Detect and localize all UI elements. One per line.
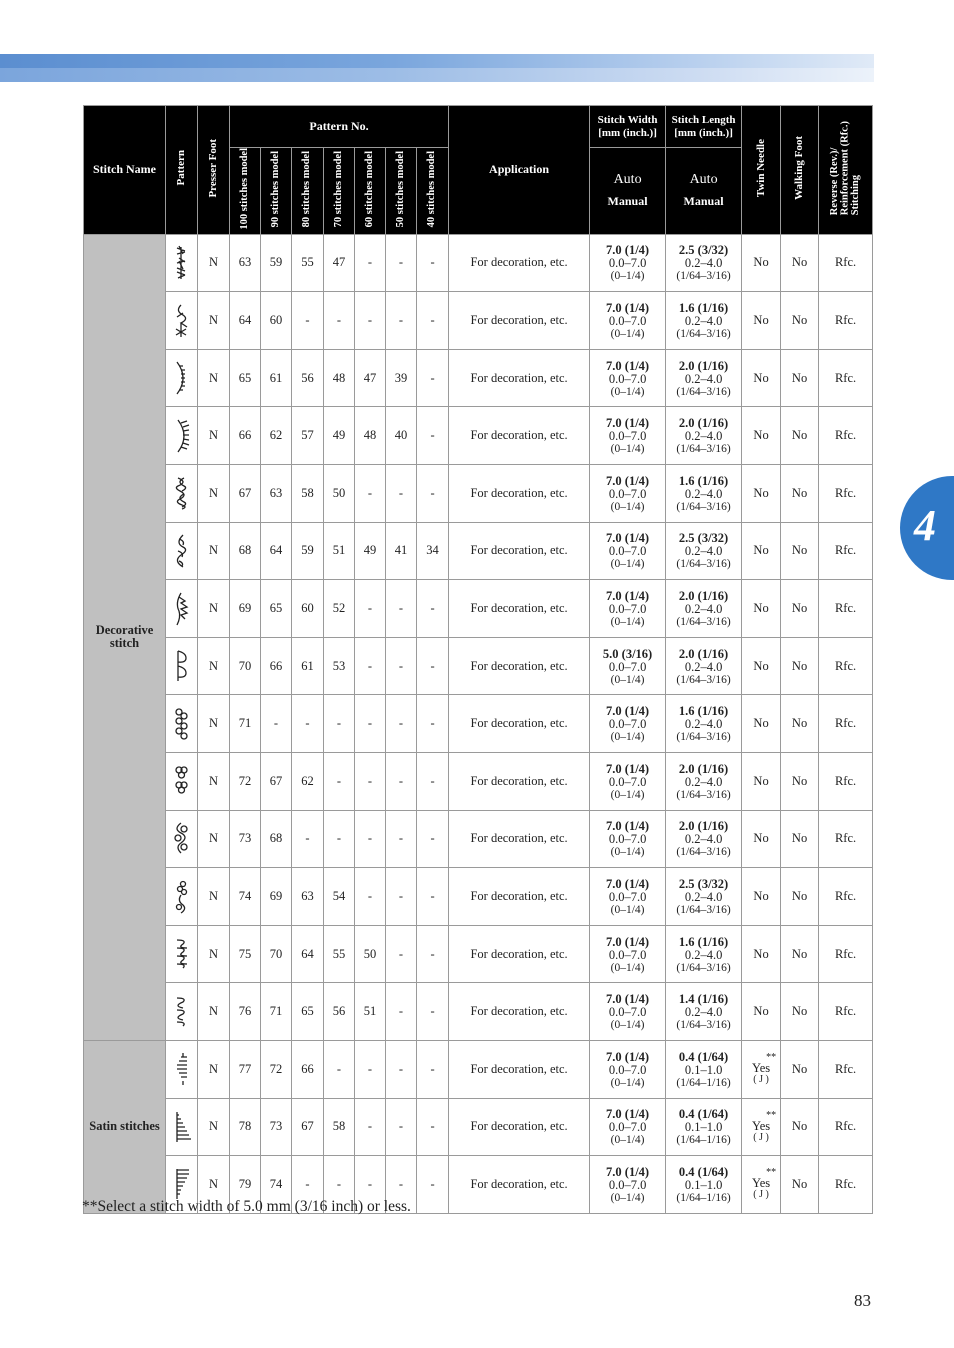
reverse-cell: Rfc. <box>819 1040 873 1098</box>
twin-needle-cell: No <box>742 580 781 638</box>
pattern-no-cell: 51 <box>324 522 355 580</box>
pattern-no-cell: - <box>417 695 449 753</box>
walking-foot-cell: No <box>781 465 819 523</box>
stitch-width-cell: 5.0 (3/16) 0.0–7.0 (0–1/4) <box>590 637 666 695</box>
reverse-cell: Rfc. <box>819 349 873 407</box>
pattern-no-cell: - <box>417 810 449 868</box>
application-cell: For decoration, etc. <box>449 234 590 292</box>
stitch-width-cell: 7.0 (1/4) 0.0–7.0 (0–1/4) <box>590 234 666 292</box>
reverse-cell: Rfc. <box>819 580 873 638</box>
reverse-cell: Rfc. <box>819 234 873 292</box>
pattern-no-cell: 50 <box>324 465 355 523</box>
presser-foot-cell: N <box>198 1040 230 1098</box>
twin-needle-cell: No <box>742 695 781 753</box>
pattern-no-cell: - <box>324 292 355 350</box>
pattern-no-cell: 66 <box>292 1040 324 1098</box>
pattern-no-cell: - <box>386 292 417 350</box>
twin-needle-cell: ** Yes ( J ) <box>742 1098 781 1156</box>
reverse-cell: Rfc. <box>819 465 873 523</box>
table-row <box>84 407 873 465</box>
stitch-pattern-74-icon <box>166 868 198 926</box>
pattern-no-cell: - <box>417 407 449 465</box>
header-model-3: 70 stitches model <box>324 148 355 235</box>
pattern-no-cell: - <box>386 580 417 638</box>
presser-foot-cell: N <box>198 349 230 407</box>
pattern-no-cell: 49 <box>324 407 355 465</box>
header-width-auto-manual: Auto Manual <box>590 148 666 235</box>
pattern-no-cell: 68 <box>261 810 292 868</box>
walking-foot-cell: No <box>781 580 819 638</box>
pattern-no-cell: - <box>355 1040 386 1098</box>
stitch-length-cell: 1.6 (1/16) 0.2–4.0 (1/64–3/16) <box>666 465 742 523</box>
walking-foot-cell: No <box>781 522 819 580</box>
category-cell: Satin stitches <box>84 1040 166 1213</box>
pattern-no-cell: - <box>417 868 449 926</box>
pattern-no-cell: 39 <box>386 349 417 407</box>
walking-foot-cell: No <box>781 234 819 292</box>
stitch-width-cell: 7.0 (1/4) 0.0–7.0 (0–1/4) <box>590 465 666 523</box>
stitch-width-cell: 7.0 (1/4) 0.0–7.0 (0–1/4) <box>590 349 666 407</box>
reverse-cell: Rfc. <box>819 1098 873 1156</box>
pattern-no-cell: 60 <box>292 580 324 638</box>
walking-foot-cell: No <box>781 925 819 983</box>
pattern-no-cell: 47 <box>355 349 386 407</box>
table-row <box>84 695 873 753</box>
pattern-no-cell: - <box>417 580 449 638</box>
pattern-no-cell: 64 <box>230 292 261 350</box>
pattern-no-cell: - <box>292 1156 324 1214</box>
pattern-no-cell: - <box>324 753 355 811</box>
stitch-pattern-63-icon <box>166 234 198 292</box>
pattern-no-cell: - <box>261 695 292 753</box>
stitch-pattern-67-icon <box>166 465 198 523</box>
chapter-number: 4 <box>914 501 936 550</box>
pattern-no-cell: 57 <box>292 407 324 465</box>
pattern-no-cell: 72 <box>230 753 261 811</box>
pattern-no-cell: 74 <box>261 1156 292 1214</box>
table-row <box>84 868 873 926</box>
presser-foot-cell: N <box>198 1156 230 1214</box>
stitch-pattern-64-icon <box>166 292 198 350</box>
pattern-no-cell: - <box>417 753 449 811</box>
pattern-no-cell: 63 <box>261 465 292 523</box>
presser-foot-cell: N <box>198 292 230 350</box>
walking-foot-cell: No <box>781 983 819 1041</box>
stitch-pattern-68-icon <box>166 522 198 580</box>
chapter-tab <box>900 476 954 580</box>
stitch-length-cell: 2.0 (1/16) 0.2–4.0 (1/64–3/16) <box>666 810 742 868</box>
header-twin-needle: Twin Needle <box>742 106 781 235</box>
header-presser-foot: Presser Foot <box>198 106 230 235</box>
stitch-length-cell: 0.4 (1/64) 0.1–1.0 (1/64–1/16) <box>666 1040 742 1098</box>
twin-needle-cell: No <box>742 522 781 580</box>
twin-needle-cell: No <box>742 407 781 465</box>
application-cell: For decoration, etc. <box>449 580 590 638</box>
pattern-no-cell: - <box>324 810 355 868</box>
pattern-no-cell: 56 <box>324 983 355 1041</box>
pattern-no-cell: - <box>355 868 386 926</box>
twin-needle-cell: No <box>742 868 781 926</box>
twin-needle-cell: No <box>742 465 781 523</box>
stitch-width-cell: 7.0 (1/4) 0.0–7.0 (0–1/4) <box>590 925 666 983</box>
presser-foot-cell: N <box>198 983 230 1041</box>
pattern-no-cell: 66 <box>261 637 292 695</box>
stitch-pattern-65-icon <box>166 349 198 407</box>
walking-foot-cell: No <box>781 407 819 465</box>
page-number: 83 <box>854 1291 871 1310</box>
walking-foot-cell: No <box>781 868 819 926</box>
header-application: Application <box>449 106 590 235</box>
pattern-no-cell: 48 <box>355 407 386 465</box>
twin-needle-cell: No <box>742 983 781 1041</box>
pattern-no-cell: 73 <box>230 810 261 868</box>
pattern-no-cell: 79 <box>230 1156 261 1214</box>
stitch-width-cell: 7.0 (1/4) 0.0–7.0 (0–1/4) <box>590 522 666 580</box>
pattern-no-cell: 47 <box>324 234 355 292</box>
reverse-cell: Rfc. <box>819 810 873 868</box>
pattern-no-cell: 59 <box>292 522 324 580</box>
footnote: **Select a stitch width of 5.0 mm (3/16 inch) or less. <box>82 1198 411 1215</box>
pattern-no-cell: 56 <box>292 349 324 407</box>
pattern-no-cell: - <box>292 810 324 868</box>
application-cell: For decoration, etc. <box>449 1040 590 1098</box>
pattern-no-cell: 59 <box>261 234 292 292</box>
twin-needle-cell: No <box>742 753 781 811</box>
pattern-no-cell: - <box>386 1156 417 1214</box>
pattern-no-cell: - <box>386 637 417 695</box>
pattern-no-cell: 75 <box>230 925 261 983</box>
stitch-pattern-70-icon <box>166 637 198 695</box>
application-cell: For decoration, etc. <box>449 810 590 868</box>
pattern-no-cell: - <box>386 465 417 523</box>
stitch-settings-table <box>83 105 873 1214</box>
pattern-no-cell: 53 <box>324 637 355 695</box>
stitch-pattern-76-icon <box>166 983 198 1041</box>
presser-foot-cell: N <box>198 465 230 523</box>
stitch-length-cell: 1.6 (1/16) 0.2–4.0 (1/64–3/16) <box>666 292 742 350</box>
stitch-length-cell: 2.5 (3/32) 0.2–4.0 (1/64–3/16) <box>666 234 742 292</box>
pattern-no-cell: 65 <box>230 349 261 407</box>
header-stitch-length: Stitch Length [mm (inch.)] <box>666 106 742 148</box>
stitch-width-cell: 7.0 (1/4) 0.0–7.0 (0–1/4) <box>590 1098 666 1156</box>
pattern-no-cell: 78 <box>230 1098 261 1156</box>
pattern-no-cell: 55 <box>324 925 355 983</box>
walking-foot-cell: No <box>781 695 819 753</box>
application-cell: For decoration, etc. <box>449 753 590 811</box>
pattern-no-cell: 40 <box>386 407 417 465</box>
reverse-cell: Rfc. <box>819 407 873 465</box>
reverse-cell: Rfc. <box>819 695 873 753</box>
pattern-no-cell: 71 <box>261 983 292 1041</box>
walking-foot-cell: No <box>781 1098 819 1156</box>
stitch-pattern-77-icon <box>166 1040 198 1098</box>
twin-needle-cell: No <box>742 292 781 350</box>
pattern-no-cell: 34 <box>417 522 449 580</box>
pattern-no-cell: 64 <box>292 925 324 983</box>
stitch-pattern-75-icon <box>166 925 198 983</box>
twin-needle-cell: No <box>742 637 781 695</box>
pattern-no-cell: - <box>324 695 355 753</box>
pattern-no-cell: - <box>417 925 449 983</box>
reverse-cell: Rfc. <box>819 292 873 350</box>
stitch-width-cell: 7.0 (1/4) 0.0–7.0 (0–1/4) <box>590 407 666 465</box>
pattern-no-cell: 71 <box>230 695 261 753</box>
reverse-cell: Rfc. <box>819 637 873 695</box>
pattern-no-cell: - <box>417 465 449 523</box>
twin-needle-cell: ** Yes ( J ) <box>742 1156 781 1214</box>
header-stitch-name: Stitch Name <box>84 106 166 235</box>
pattern-no-cell: - <box>355 1098 386 1156</box>
stitch-width-cell: 7.0 (1/4) 0.0–7.0 (0–1/4) <box>590 868 666 926</box>
stitch-length-cell: 1.6 (1/16) 0.2–4.0 (1/64–3/16) <box>666 695 742 753</box>
pattern-no-cell: 70 <box>230 637 261 695</box>
pattern-no-cell: 73 <box>261 1098 292 1156</box>
pattern-no-cell: 50 <box>355 925 386 983</box>
presser-foot-cell: N <box>198 695 230 753</box>
presser-foot-cell: N <box>198 522 230 580</box>
pattern-no-cell: 58 <box>292 465 324 523</box>
pattern-no-cell: 68 <box>230 522 261 580</box>
pattern-no-cell: 48 <box>324 349 355 407</box>
pattern-no-cell: 55 <box>292 234 324 292</box>
reverse-cell: Rfc. <box>819 1156 873 1214</box>
presser-foot-cell: N <box>198 407 230 465</box>
stitch-width-cell: 7.0 (1/4) 0.0–7.0 (0–1/4) <box>590 292 666 350</box>
table-row <box>84 1040 873 1098</box>
stitch-width-cell: 7.0 (1/4) 0.0–7.0 (0–1/4) <box>590 1040 666 1098</box>
walking-foot-cell: No <box>781 1156 819 1214</box>
table-row <box>84 580 873 638</box>
table-row <box>84 234 873 292</box>
header-color-band-bottom <box>0 68 874 82</box>
pattern-no-cell: - <box>292 695 324 753</box>
reverse-cell: Rfc. <box>819 868 873 926</box>
pattern-no-cell: 66 <box>230 407 261 465</box>
pattern-no-cell: 49 <box>355 522 386 580</box>
pattern-no-cell: - <box>386 868 417 926</box>
pattern-no-cell: 67 <box>230 465 261 523</box>
pattern-no-cell: 62 <box>261 407 292 465</box>
header-model-2: 80 stitches model <box>292 148 324 235</box>
header-length-auto-manual: Auto Manual <box>666 148 742 235</box>
pattern-no-cell: 62 <box>292 753 324 811</box>
stitch-length-cell: 2.0 (1/16) 0.2–4.0 (1/64–3/16) <box>666 349 742 407</box>
stitch-length-cell: 1.6 (1/16) 0.2–4.0 (1/64–3/16) <box>666 925 742 983</box>
pattern-no-cell: 63 <box>292 868 324 926</box>
header-walking-foot: Walking Foot <box>781 106 819 235</box>
header-model-0: 100 stitches model <box>230 148 261 235</box>
walking-foot-cell: No <box>781 753 819 811</box>
stitch-length-cell: 2.5 (3/32) 0.2–4.0 (1/64–3/16) <box>666 522 742 580</box>
pattern-no-cell: 74 <box>230 868 261 926</box>
header-pattern: Pattern <box>166 106 198 235</box>
table-row <box>84 637 873 695</box>
stitch-pattern-73-icon <box>166 810 198 868</box>
application-cell: For decoration, etc. <box>449 637 590 695</box>
pattern-no-cell: - <box>386 695 417 753</box>
pattern-no-cell: 77 <box>230 1040 261 1098</box>
pattern-no-cell: - <box>417 234 449 292</box>
presser-foot-cell: N <box>198 925 230 983</box>
application-cell: For decoration, etc. <box>449 925 590 983</box>
stitch-length-cell: 1.4 (1/16) 0.2–4.0 (1/64–3/16) <box>666 983 742 1041</box>
pattern-no-cell: - <box>355 637 386 695</box>
presser-foot-cell: N <box>198 810 230 868</box>
table-row <box>84 465 873 523</box>
application-cell: For decoration, etc. <box>449 465 590 523</box>
reverse-cell: Rfc. <box>819 753 873 811</box>
table-row <box>84 1098 873 1156</box>
pattern-no-cell: - <box>386 753 417 811</box>
twin-needle-cell: No <box>742 234 781 292</box>
pattern-no-cell: - <box>417 349 449 407</box>
table-row <box>84 925 873 983</box>
pattern-no-cell: 70 <box>261 925 292 983</box>
pattern-no-cell: 67 <box>261 753 292 811</box>
pattern-no-cell: - <box>417 1098 449 1156</box>
header-stitch-width: Stitch Width [mm (inch.)] <box>590 106 666 148</box>
stitch-width-cell: 7.0 (1/4) 0.0–7.0 (0–1/4) <box>590 580 666 638</box>
presser-foot-cell: N <box>198 580 230 638</box>
table-row <box>84 522 873 580</box>
header-pattern-no: Pattern No. <box>230 106 449 148</box>
header-model-5: 50 stitches model <box>386 148 417 235</box>
stitch-width-cell: 7.0 (1/4) 0.0–7.0 (0–1/4) <box>590 695 666 753</box>
reverse-cell: Rfc. <box>819 983 873 1041</box>
application-cell: For decoration, etc. <box>449 1156 590 1214</box>
application-cell: For decoration, etc. <box>449 407 590 465</box>
twin-needle-cell: No <box>742 810 781 868</box>
pattern-no-cell: - <box>386 925 417 983</box>
header-model-6: 40 stitches model <box>417 148 449 235</box>
pattern-no-cell: - <box>386 983 417 1041</box>
twin-needle-cell: No <box>742 349 781 407</box>
application-cell: For decoration, etc. <box>449 868 590 926</box>
stitch-length-cell: 2.0 (1/16) 0.2–4.0 (1/64–3/16) <box>666 637 742 695</box>
pattern-no-cell: - <box>355 465 386 523</box>
pattern-no-cell: 61 <box>261 349 292 407</box>
stitch-length-cell: 2.5 (3/32) 0.2–4.0 (1/64–3/16) <box>666 868 742 926</box>
pattern-no-cell: 65 <box>261 580 292 638</box>
pattern-no-cell: 64 <box>261 522 292 580</box>
category-cell: Decorative stitch <box>84 234 166 1040</box>
presser-foot-cell: N <box>198 753 230 811</box>
stitch-length-cell: 2.0 (1/16) 0.2–4.0 (1/64–3/16) <box>666 753 742 811</box>
pattern-no-cell: - <box>417 637 449 695</box>
pattern-no-cell: 51 <box>355 983 386 1041</box>
stitch-width-cell: 7.0 (1/4) 0.0–7.0 (0–1/4) <box>590 810 666 868</box>
stitch-width-cell: 7.0 (1/4) 0.0–7.0 (0–1/4) <box>590 983 666 1041</box>
pattern-no-cell: - <box>292 292 324 350</box>
twin-needle-cell: No <box>742 925 781 983</box>
application-cell: For decoration, etc. <box>449 522 590 580</box>
pattern-no-cell: - <box>417 983 449 1041</box>
table-row <box>84 983 873 1041</box>
header-color-band-top <box>0 54 874 68</box>
pattern-no-cell: - <box>324 1040 355 1098</box>
stitch-length-cell: 2.0 (1/16) 0.2–4.0 (1/64–3/16) <box>666 580 742 638</box>
walking-foot-cell: No <box>781 1040 819 1098</box>
pattern-no-cell: 65 <box>292 983 324 1041</box>
application-cell: For decoration, etc. <box>449 349 590 407</box>
pattern-no-cell: 63 <box>230 234 261 292</box>
walking-foot-cell: No <box>781 349 819 407</box>
pattern-no-cell: 72 <box>261 1040 292 1098</box>
walking-foot-cell: No <box>781 292 819 350</box>
presser-foot-cell: N <box>198 637 230 695</box>
pattern-no-cell: 67 <box>292 1098 324 1156</box>
application-cell: For decoration, etc. <box>449 983 590 1041</box>
pattern-no-cell: - <box>355 753 386 811</box>
header-model-4: 60 stitches model <box>355 148 386 235</box>
pattern-no-cell: - <box>386 234 417 292</box>
twin-needle-cell: ** Yes ( J ) <box>742 1040 781 1098</box>
pattern-no-cell: - <box>355 580 386 638</box>
pattern-no-cell: - <box>417 292 449 350</box>
application-cell: For decoration, etc. <box>449 292 590 350</box>
presser-foot-cell: N <box>198 868 230 926</box>
pattern-no-cell: - <box>355 1156 386 1214</box>
header-reverse: Reverse (Rev.)/ Reinforcement (Rfc.) Stitching <box>819 106 873 235</box>
pattern-no-cell: 52 <box>324 580 355 638</box>
pattern-no-cell: 41 <box>386 522 417 580</box>
walking-foot-cell: No <box>781 637 819 695</box>
header-model-1: 90 stitches model <box>261 148 292 235</box>
stitch-pattern-78-icon <box>166 1098 198 1156</box>
pattern-no-cell: - <box>417 1040 449 1098</box>
pattern-no-cell: 58 <box>324 1098 355 1156</box>
stitch-pattern-71-icon <box>166 695 198 753</box>
pattern-no-cell: - <box>417 1156 449 1214</box>
application-cell: For decoration, etc. <box>449 695 590 753</box>
application-cell: For decoration, etc. <box>449 1098 590 1156</box>
pattern-no-cell: 54 <box>324 868 355 926</box>
presser-foot-cell: N <box>198 1098 230 1156</box>
stitch-pattern-69-icon <box>166 580 198 638</box>
stitch-pattern-72-icon <box>166 753 198 811</box>
pattern-no-cell: - <box>355 810 386 868</box>
reverse-cell: Rfc. <box>819 925 873 983</box>
pattern-no-cell: 69 <box>230 580 261 638</box>
stitch-length-cell: 0.4 (1/64) 0.1–1.0 (1/64–1/16) <box>666 1156 742 1214</box>
pattern-no-cell: - <box>355 292 386 350</box>
table-row <box>84 292 873 350</box>
pattern-no-cell: - <box>355 695 386 753</box>
table-row <box>84 349 873 407</box>
pattern-no-cell: 76 <box>230 983 261 1041</box>
stitch-pattern-66-icon <box>166 407 198 465</box>
pattern-no-cell: 61 <box>292 637 324 695</box>
pattern-no-cell: - <box>324 1156 355 1214</box>
presser-foot-cell: N <box>198 234 230 292</box>
pattern-no-cell: - <box>386 810 417 868</box>
table-row <box>84 810 873 868</box>
pattern-no-cell: - <box>386 1040 417 1098</box>
pattern-no-cell: - <box>355 234 386 292</box>
reverse-cell: Rfc. <box>819 522 873 580</box>
table-row <box>84 753 873 811</box>
pattern-no-cell: - <box>386 1098 417 1156</box>
pattern-no-cell: 69 <box>261 868 292 926</box>
stitch-width-cell: 7.0 (1/4) 0.0–7.0 (0–1/4) <box>590 753 666 811</box>
walking-foot-cell: No <box>781 810 819 868</box>
stitch-width-cell: 7.0 (1/4) 0.0–7.0 (0–1/4) <box>590 1156 666 1214</box>
stitch-length-cell: 0.4 (1/64) 0.1–1.0 (1/64–1/16) <box>666 1098 742 1156</box>
pattern-no-cell: 60 <box>261 292 292 350</box>
stitch-length-cell: 2.0 (1/16) 0.2–4.0 (1/64–3/16) <box>666 407 742 465</box>
